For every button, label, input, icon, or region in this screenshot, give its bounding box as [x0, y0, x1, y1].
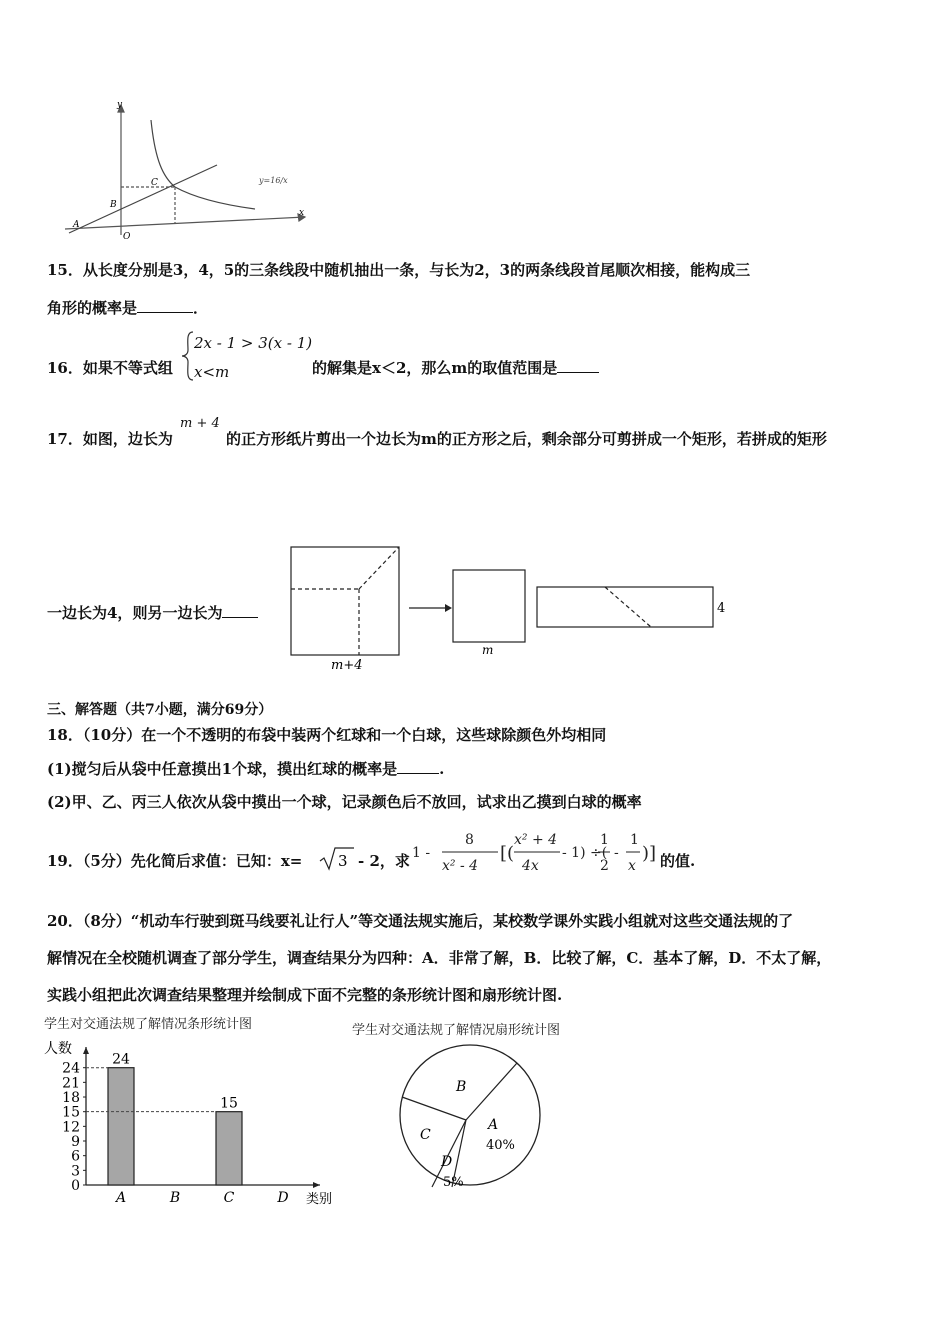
question-20-line2: 解情况在全校随机调查了部分学生，调查结果分为四种：A．非常了解，B．比较了解，C．基本了解，D．不太了解， — [47, 949, 832, 967]
frac4-numerator: 1 — [630, 832, 639, 848]
bar-chart — [38, 1035, 348, 1210]
question-18-part2: (2)甲、乙、丙三人依次从袋中摸出一个球，记录颜色后不放回，试求出乙摸到白球的概率 — [47, 793, 642, 811]
question-16-text — [312, 358, 599, 378]
expression-formula — [410, 826, 660, 878]
bar-chart-y-tick-label: 6 — [71, 1148, 80, 1165]
small-square — [453, 570, 525, 642]
bar-chart-xlabel: 类别 — [306, 1192, 333, 1207]
origin-label: O — [123, 232, 131, 242]
rectangle-side-label: 4 — [717, 601, 726, 616]
bar-chart-value-label: 24 — [112, 1051, 130, 1068]
question-20-line1 — [47, 911, 793, 931]
question-17-line2 — [47, 603, 258, 623]
x-axis-label: x — [299, 208, 305, 218]
result-rectangle — [537, 587, 713, 627]
pie-chart — [390, 1035, 550, 1200]
question-19-label — [47, 851, 302, 871]
question-19-after-sqrt: - 2，求 — [358, 852, 410, 870]
hyperbola-curve — [151, 120, 255, 209]
question-17-text: 的正方形纸片剪出一个边长为m的正方形之后，剩余部分可剪拼成一个矩形，若拼成的矩形 — [226, 430, 827, 448]
question-number: 17． — [47, 430, 83, 448]
question-text: (1)搅匀后从袋中任意摸出1个球，摸出红球的概率是 — [47, 760, 398, 778]
question-number: 18． — [47, 726, 83, 744]
question-number: 19． — [47, 852, 83, 870]
hyperbola-line-graph — [55, 95, 325, 245]
svg-text:[(: [( — [500, 843, 515, 864]
sqrt-sign — [318, 846, 358, 872]
point-b-label: B — [110, 200, 117, 210]
bar-chart-category-label: C — [223, 1190, 235, 1206]
question-18-intro — [47, 725, 606, 745]
small-square-label: m — [482, 643, 494, 657]
pie-chart-slice-label: B — [456, 1079, 467, 1095]
bar-chart-category-label: D — [277, 1190, 289, 1206]
question-15-line1 — [47, 260, 750, 280]
y-axis-label: y — [117, 100, 123, 110]
answer-blank[interactable] — [222, 603, 258, 618]
side-expression: m + 4 — [180, 416, 220, 431]
question-18-part1 — [47, 759, 444, 779]
question-16-label — [47, 358, 173, 378]
frac2-numerator: x² + 4 — [514, 832, 558, 848]
bar-chart-y-tick-label: 24 — [62, 1060, 80, 1077]
expr-one-minus: 1 - — [412, 845, 431, 861]
frac1-numerator: 8 — [465, 832, 474, 848]
bar-chart-y-tick-label: 0 — [71, 1178, 80, 1194]
inequality-1: 2x - 1 > 3(x - 1) — [194, 334, 313, 352]
big-square-label: m+4 — [331, 658, 363, 673]
bar-chart-y-tick-label: 9 — [71, 1134, 80, 1151]
frac3-numerator: 1 — [600, 832, 609, 848]
bar-chart-y-tick-label: 21 — [62, 1075, 80, 1092]
answer-blank[interactable] — [397, 759, 439, 774]
pie-chart-slice-label: D — [441, 1154, 453, 1170]
curve-equation-label: y=16/x — [259, 176, 288, 185]
question-text: 角形的概率是 — [47, 299, 138, 317]
question-17-label — [47, 429, 173, 449]
question-text: 如果不等式组 — [82, 359, 173, 377]
inequality-2: x<m — [194, 363, 230, 381]
point-a-label: A — [73, 220, 80, 230]
question-text: 如图，边长为 — [82, 430, 173, 448]
svg-text:)]: )] — [642, 843, 657, 864]
sqrt-argument: 3 — [338, 852, 348, 870]
question-text: 的解集是x＜2，那么m的取值范围是 — [312, 359, 558, 377]
minus-one-divide: - 1) ÷( — [562, 845, 608, 861]
bar-chart-y-tick-label: 12 — [62, 1119, 80, 1136]
bar-chart-y-tick-label: 3 — [71, 1163, 80, 1180]
frac2-denominator: 4x — [522, 858, 539, 874]
question-text: 一边长为4，则另一边长为 — [47, 604, 223, 622]
bar-chart-title: 学生对交通法规了解情况条形统计图 — [44, 1017, 253, 1032]
point-c-label: C — [151, 178, 158, 188]
question-number: 15． — [47, 261, 83, 279]
bar-chart-bar — [108, 1068, 134, 1185]
bar-chart-y-tick-label: 15 — [62, 1104, 80, 1121]
question-text: 从长度分别是3，4，5的三条线段中随机抽出一条，与长为2，3的两条线段首尾顺次相接，能构成三 — [82, 261, 751, 279]
answer-blank[interactable] — [557, 358, 599, 373]
question-text: （8分）“机动车行驶到斑马线要礼让行人”等交通法规实施后，某校数学课外实践小组就对这些交通法规的了 — [82, 912, 794, 930]
question-number: 20． — [47, 912, 83, 930]
question-19-suffix: 的值. — [660, 852, 696, 870]
bar-chart-x-arrow — [313, 1182, 320, 1188]
answer-blank[interactable] — [137, 298, 193, 313]
square-cut-figure — [285, 545, 735, 675]
question-number: 16． — [47, 359, 83, 377]
pie-chart-percent-label: 5% — [443, 1175, 464, 1190]
bar-chart-y-tick-label: 18 — [62, 1090, 80, 1107]
bar-chart-category-label: A — [115, 1190, 127, 1206]
question-15-line2 — [47, 298, 208, 318]
question-text: ． — [193, 299, 209, 317]
svg-text:-: - — [614, 845, 619, 861]
bar-chart-value-label: 15 — [220, 1095, 238, 1112]
bar-chart-bar — [216, 1112, 242, 1185]
bar-chart-y-arrow — [83, 1047, 89, 1054]
bar-chart-category-label: B — [169, 1190, 181, 1206]
arrow-head — [445, 604, 452, 612]
frac4-denominator: x — [628, 858, 636, 874]
pie-chart-title: 学生对交通法规了解情况扇形统计图 — [352, 1023, 561, 1038]
question-text: （10分）在一个不透明的布袋中装两个红球和一个白球，这些球除颜色外均相同 — [82, 726, 607, 744]
question-text: （5分）先化简后求值：已知：x= — [82, 852, 303, 870]
pie-chart-percent-label: 40% — [486, 1138, 515, 1153]
question-text: . — [439, 760, 445, 778]
pie-chart-slice-label: A — [488, 1117, 499, 1133]
frac1-denominator: x² - 4 — [442, 858, 479, 874]
pie-chart-slice-label: C — [420, 1127, 431, 1143]
question-20-line3: 实践小组把此次调查结果整理并绘制成下面不完整的条形统计图和扇形统计图. — [47, 986, 563, 1004]
frac3-denominator: 2 — [600, 858, 609, 874]
bar-chart-ylabel: 人数 — [44, 1041, 72, 1057]
section-title: 三、解答题（共7小题，满分69分） — [47, 702, 273, 718]
